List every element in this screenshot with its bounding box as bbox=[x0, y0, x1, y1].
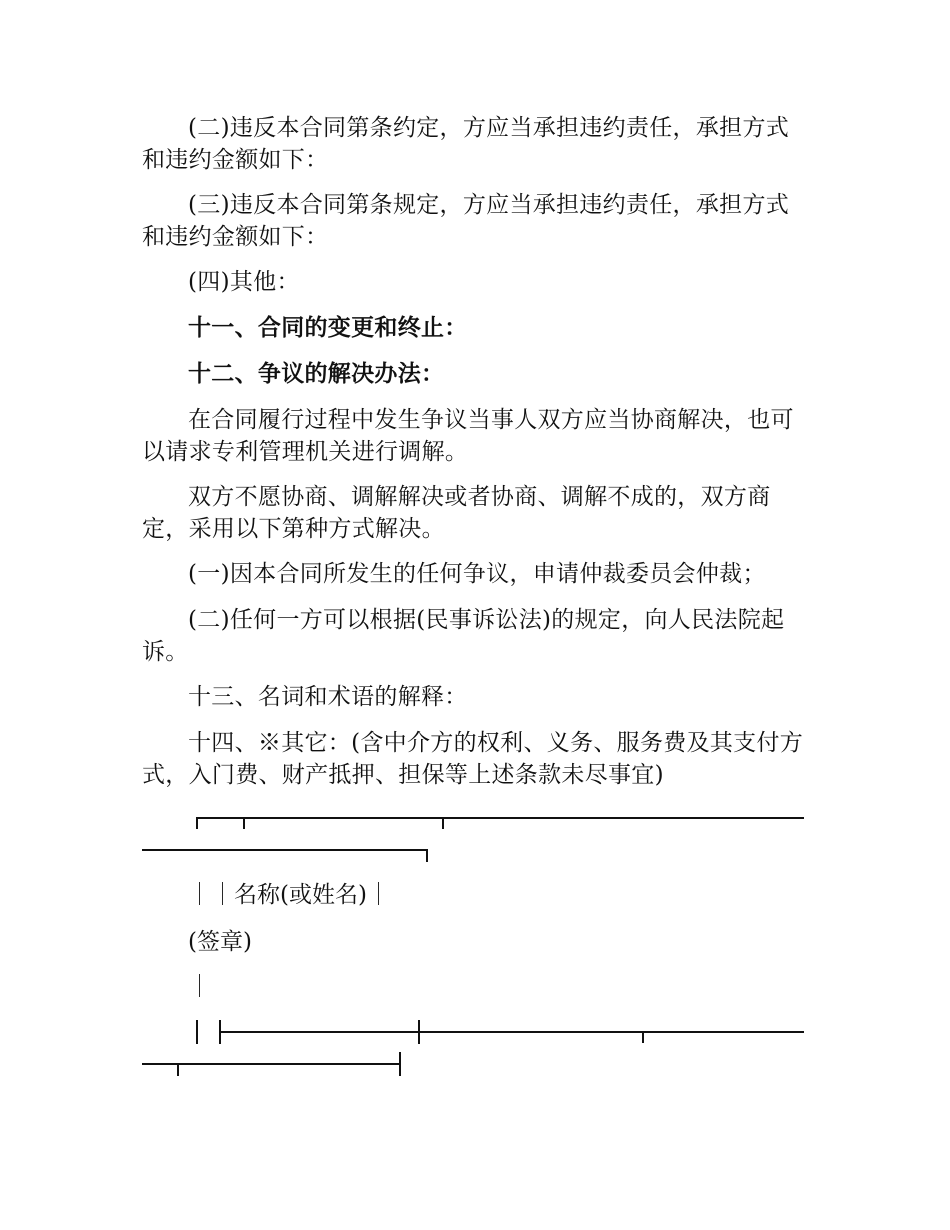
signature-bar-row: ｜ bbox=[188, 974, 211, 1000]
clause-10-2: (二)违反本合同第条约定，方应当承担违约责任，承担方式和违约金额如下： bbox=[142, 115, 790, 173]
heading-14: 十四、※其它：(含中介方的权利、义务、服务费及其支付方式，入门费、财产抵押、担保等上述条款未尽事宜) bbox=[142, 730, 804, 788]
clause-10-4: (四)其他： bbox=[188, 269, 300, 295]
clause-12-option-2: (二)任何一方可以根据(民事诉讼法)的规定，向人民法院起诉。 bbox=[142, 607, 785, 665]
clause-10-3: (三)违反本合同第条规定，方应当承担违约责任，承担方式和违约金额如下： bbox=[142, 192, 790, 250]
heading-13: 十三、名词和术语的解释： bbox=[188, 684, 468, 710]
signature-name-row: ｜｜名称(或姓名)｜ bbox=[188, 882, 390, 908]
signature-seal-label: (签章) bbox=[188, 929, 252, 955]
heading-11: 十一、合同的变更和终止： bbox=[188, 314, 468, 341]
clause-12-para-2: 双方不愿协商、调解解决或者协商、调解不成的，双方商定，采用以下第种方式解决。 bbox=[142, 484, 771, 542]
clause-12-para-1: 在合同履行过程中发生争议当事人双方应当协商解决，也可以请求专利管理机关进行调解。 bbox=[142, 407, 794, 465]
heading-12: 十二、争议的解决办法： bbox=[188, 360, 445, 387]
clause-12-option-1: (一)因本合同所发生的任何争议，申请仲裁委员会仲裁； bbox=[188, 561, 766, 587]
